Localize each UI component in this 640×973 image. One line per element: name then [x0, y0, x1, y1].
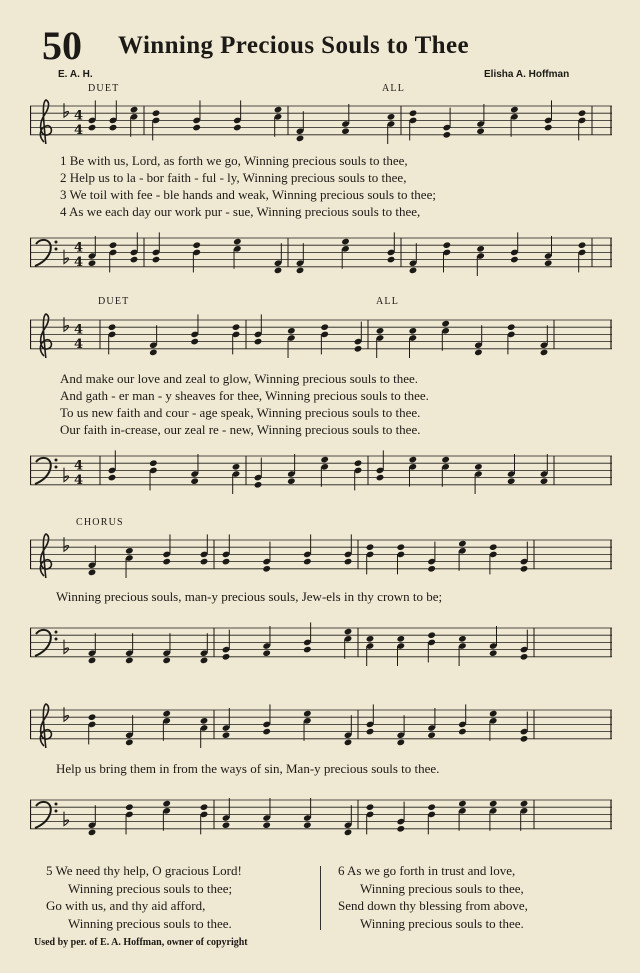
- lyric-line: 2 Help us to la - bor faith - ful - ly, Winning precious souls to thee,: [60, 170, 407, 185]
- verse-5: [46, 862, 242, 932]
- system2-lyrics: [60, 370, 429, 438]
- lyric-line: To us new faith and cour - age speak, Winning precious souls to thee.: [60, 405, 421, 420]
- svg-text:4: 4: [74, 322, 84, 338]
- system3-bass-staff: [30, 620, 612, 666]
- lyric-line: 4 As we each day our work pur - sue, Winning precious souls to thee,: [60, 204, 421, 219]
- svg-text:4: 4: [74, 122, 84, 138]
- svg-text:4: 4: [74, 472, 84, 488]
- svg-text:4: 4: [74, 336, 84, 352]
- svg-text:4: 4: [74, 240, 84, 256]
- verse-line: 6 As we go forth in trust and love,: [338, 863, 516, 878]
- system1-treble-staff: [30, 98, 612, 144]
- chorus-lyric-2: Help us bring them in from the ways of sin, Man-y precious souls to thee.: [56, 761, 440, 776]
- verse-divider: [320, 866, 321, 930]
- lyric-line: 1 Be with us, Lord, as forth we go, Winning precious souls to thee,: [60, 153, 408, 168]
- system2-bass-staff: [30, 448, 612, 494]
- svg-text:4: 4: [74, 254, 84, 270]
- svg-text:4: 4: [74, 108, 84, 124]
- lyric-line: Our faith in-crease, our zeal re - new, Winning precious souls to thee.: [60, 422, 421, 437]
- system1-lyrics: [60, 152, 436, 220]
- system1-bass-staff: [30, 230, 612, 276]
- all-label: ALL: [382, 83, 406, 94]
- system4-bass-staff: [30, 792, 612, 838]
- verse-line: Winning precious souls to thee;: [68, 880, 233, 896]
- words-credit: E. A. H.: [58, 69, 93, 80]
- music-credit: Elisha A. Hoffman: [484, 69, 570, 80]
- lyric-line: And gath - er man - y sheaves for thee, Winning precious souls to thee.: [60, 388, 429, 403]
- chorus-lyric-1: Winning precious souls, man-y precious souls, Jew-els in thy crown to be;: [56, 589, 443, 604]
- system3-treble-staff: [30, 532, 612, 578]
- hymn-title: Winning Precious Souls to Thee: [118, 32, 469, 59]
- verse-line: Winning precious souls to thee.: [68, 915, 232, 931]
- lyric-line: And make our love and zeal to glow, Winning precious souls to thee.: [60, 371, 418, 386]
- system2-treble-staff: [30, 312, 612, 358]
- copyright-footer: Used by per. of E. A. Hoffman, owner of copyright: [34, 937, 248, 948]
- duet-label: DUET: [88, 83, 120, 94]
- duet-label: DUET: [98, 296, 130, 307]
- hymn-number: 50: [42, 23, 82, 68]
- verse-line: Winning precious souls to thee,: [360, 880, 524, 896]
- chorus-label: CHORUS: [76, 517, 124, 528]
- svg-text:4: 4: [74, 458, 84, 474]
- verse-line: Go with us, and thy aid afford,: [46, 898, 206, 913]
- verse-line: 5 We need thy help, O gracious Lord!: [46, 863, 242, 878]
- system4-treble-staff: [30, 702, 612, 748]
- lyric-line: 3 We toil with fee - ble hands and weak, Winning precious souls to thee;: [60, 187, 436, 202]
- verse-line: Winning precious souls to thee.: [360, 915, 524, 931]
- all-label: ALL: [376, 296, 400, 307]
- verse-line: Send down thy blessing from above,: [338, 898, 528, 913]
- verse-6: [338, 862, 528, 932]
